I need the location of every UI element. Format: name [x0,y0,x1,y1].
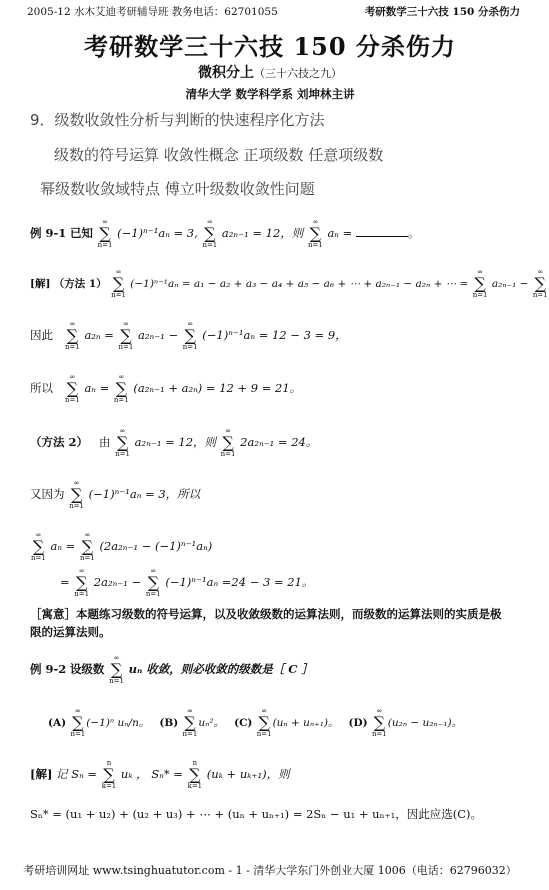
final2-b: 2a₂ₙ₋₁ − [93,575,142,589]
example2-sol-text2: uₖ ， Sₙ* = [120,767,183,781]
final1-b: (2a₂ₙ₋₁ − (−1)ⁿ⁻¹aₙ) [99,539,213,553]
implication-note: ［寓意］本题练习级数的符号运算，以及收敛级数的运算法则，而级数的运算法则的实质是极限的运算法则。 [30,607,502,639]
option-a: (A) ∞ ∑ n=1 (−1)ⁿ uₙ/n。 [48,707,150,738]
sum-symbol: ∞ ∑ n=1 [256,707,272,738]
sum-symbol: ∞ ∑ n=1 [532,268,548,299]
main-title: 考研数学三十六技 150 分杀伤力 [84,32,456,61]
therefore-mid: a₂ₙ₋₁ − [138,328,179,342]
sum-symbol: n ∑ k=1 [187,759,203,790]
option-b: (B) ∞ ∑ n=1 uₙ²。 [159,707,225,738]
sum-symbol: ∞ ∑ n=1 [113,373,129,404]
sum-symbol: ∞ ∑ n=1 [69,479,84,510]
sum-symbol: ∞ ∑ n=1 [118,320,134,351]
therefore-line [30,321,347,351]
example-eq3: aₙ = [327,226,353,240]
sum-symbol: ∞ ∑ n=1 [182,320,198,351]
sum-symbol: ∞ ∑ n=1 [64,373,80,404]
example2-expr: uₙ 收敛，则必收敛的级数是［ C ］ [128,662,313,676]
sum-symbol: ∞ ∑ n=1 [202,218,218,249]
therefore-expr: a₂ₙ = [84,328,114,342]
sum-symbol: ∞ ∑ n=1 [109,654,124,685]
page-header [27,4,520,19]
subtitle-main: 微积分上 [198,65,254,81]
sum-symbol: ∞ ∑ n=1 [64,320,80,351]
also-line [30,480,200,510]
sum-symbol: ∞ ∑ n=1 [371,707,387,738]
options-line [48,708,462,738]
example2-final: Sₙ* = (u₁ + u₂) + (u₂ + u₃) + ⋯ + (uₙ + uₙ₊₁) = 2Sₙ − u₁ + uₙ₊₁，因此应选(C)。 [30,807,483,821]
therefore-end: (−1)ⁿ⁻¹aₙ = 12 − 3 = 9， [202,328,347,342]
solution-method-2 [30,428,317,458]
sum-symbol: ∞ ∑ n=1 [31,531,46,562]
method1-expr: (−1)ⁿ⁻¹aₙ = a₁ − a₂ + a₃ − a₄ + a₅ − a₆ + ⋯ + a₂ₙ₋₁ − a₂ₙ + ⋯ = [130,278,469,290]
sum-symbol: ∞ ∑ n=1 [145,567,161,598]
example-eq2: a₂ₙ₋₁ = 12，则 [221,226,304,240]
example2-sol-text: 记 Sₙ = [56,767,98,781]
final-line-1 [30,532,212,562]
topic-line-2: 幂级数收敛域特点 傅立叶级数收敛性问题 [40,180,315,198]
sum-symbol: ∞ ∑ n=1 [115,427,130,458]
final1-a: aₙ = [50,539,76,553]
example-9-2 [30,655,313,685]
sum-symbol: ∞ ∑ n=1 [307,218,323,249]
topic-line-1: 级数的符号运算 收敛性概念 正项级数 任意项级数 [54,146,384,164]
method1-label: （方法 1） [53,278,107,290]
sum-symbol: ∞ ∑ n=1 [472,268,488,299]
sum-symbol: ∞ ∑ n=1 [74,567,90,598]
sum-symbol: ∞ ∑ n=1 [79,531,95,562]
method2-expr2: 2a₂ₙ₋₁ = 24。 [240,435,318,449]
header-right: 考研数学三十六技 150 分杀伤力 [364,6,520,18]
example-given: 已知 [69,226,93,240]
example2-label: 例 9-2 [30,662,67,676]
sum-symbol: ∞ ∑ n=1 [220,427,236,458]
subtitle [0,62,540,82]
option-d: (D) ∞ ∑ n=1 (u₂ₙ − u₂ₙ₋₁)。 [348,707,463,738]
example-label: 例 9-1 [30,226,67,240]
also-label: 又因为 [30,487,65,501]
method2-expr1: a₂ₙ₋₁ = 12，则 [134,435,217,449]
sum-symbol: ∞ ∑ n=1 [97,218,113,249]
so-line [30,374,301,404]
subtitle-small: （三十六技之九） [254,67,342,80]
example2-text: 设级数 [69,662,105,676]
so-expr: aₙ = [84,381,110,395]
sum-symbol: ∞ ∑ n=1 [70,707,86,738]
answer-blank [356,225,408,237]
final2-c: (−1)ⁿ⁻¹aₙ =24 − 3 = 21。 [165,575,314,589]
solution-label: [解] [30,278,51,290]
so-end: (a₂ₙ₋₁ + a₂ₙ) = 12 + 9 = 21。 [133,381,302,395]
therefore-label: 因此 [30,328,53,342]
final2-a: = [60,575,70,589]
example2-solution [30,760,290,790]
option-c: (C) ∞ ∑ n=1 (uₙ + uₙ₊₁)。 [234,707,339,738]
author-line: 清华大学 数学科学系 刘坤林主讲 [185,87,355,101]
solution-method-1 [30,269,549,299]
method2-label: （方法 2） [30,435,89,449]
so-label: 所以 [30,381,53,395]
section-title: 9．级数收敛性分析与判断的快速程序化方法 [30,111,325,129]
example-eq1: (−1)ⁿ⁻¹aₙ = 3, [117,226,198,240]
method1-tail: a₂ₙ₋₁ − [491,278,529,290]
method2-by: 由 [98,435,111,449]
example2-sol-label: [解] [30,767,53,781]
sum-symbol: n ∑ k=1 [101,759,117,790]
example2-sol-text3: (uₖ + uₖ₊₁)，则 [206,767,290,781]
header-left: 2005-12 水木艾迪考研辅导班 教务电话：62701055 [27,6,278,18]
sum-symbol: ∞ ∑ n=1 [111,268,126,299]
page-footer: 考研培训网址 www.tsinghuatutor.com - 1 - 清华大学东门外创业大厦 1006（电话：62796032） [23,864,517,877]
sum-symbol: ∞ ∑ n=1 [182,707,198,738]
also-expr: (−1)ⁿ⁻¹aₙ = 3，所以 [88,487,201,501]
example-9-1: 例 9-1 已知 ∞ ∑ n=1 (−1)ⁿ⁻¹aₙ = 3, ∞ ∑ n=1 a₂ₙ₋₁ = 12，则 ∞ ∑ n=1 aₙ = 。 [30,218,420,249]
final-line-2 [60,568,313,598]
